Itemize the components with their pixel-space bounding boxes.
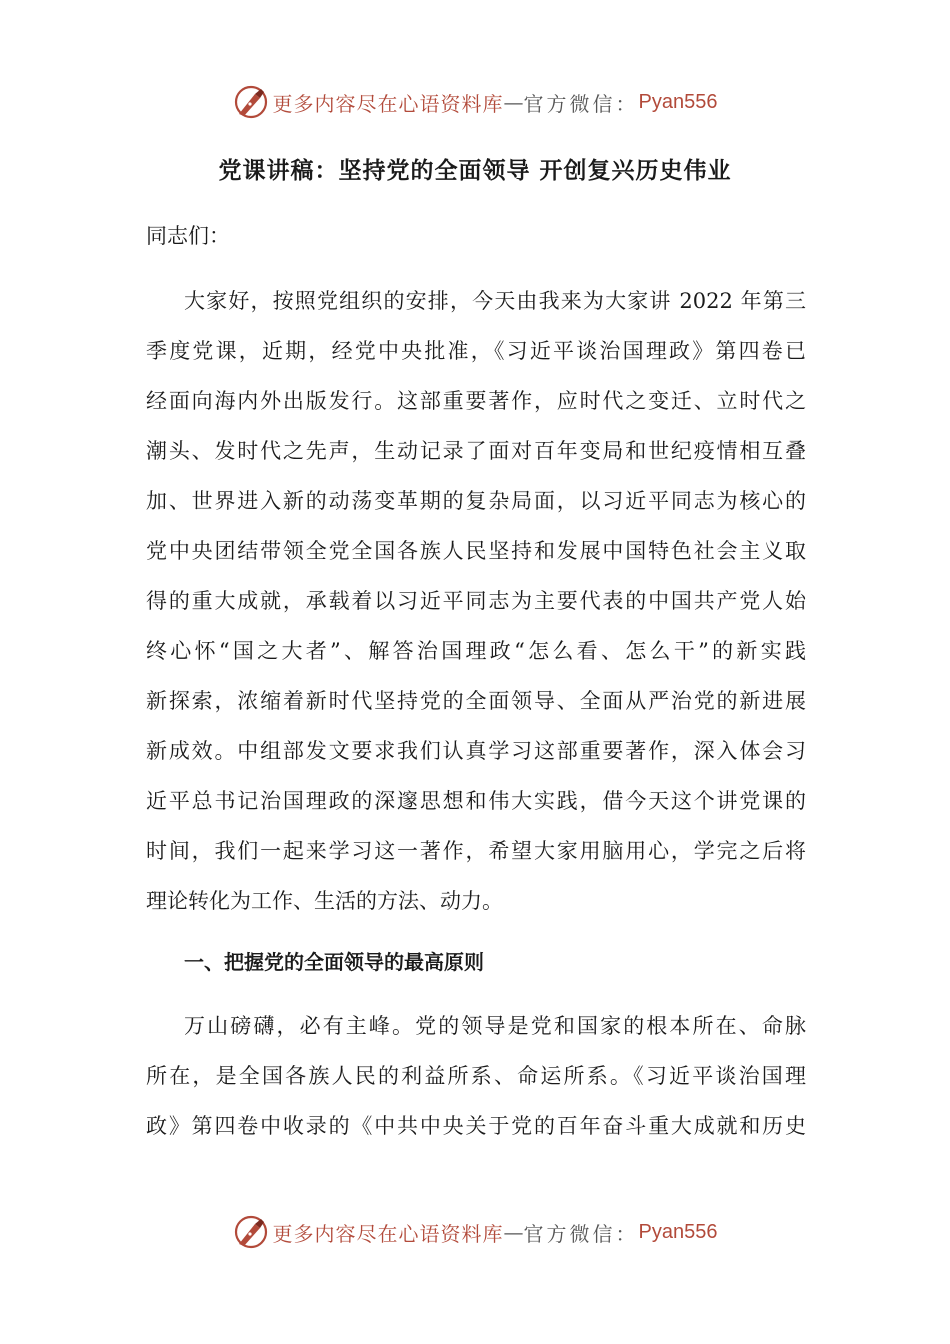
text-line: 政》第四卷中收录的《中共中央关于党的百年奋斗重大成就和历史 (146, 1114, 806, 1138)
banner-separator: — (503, 90, 524, 114)
banner-wechat-label: 官方微信： (523, 91, 639, 116)
page-title: 党课讲稿：坚持党的全面领导 开创复兴历史伟业 (218, 158, 732, 184)
banner-separator: — (503, 1220, 524, 1244)
text-line: 终心怀“国之大者”、解答治国理政“怎么看、怎么干”的新实践 (146, 639, 806, 663)
text-line: 新成效。中组部发文要求我们认真学习这部重要著作，深入体会习 (146, 739, 806, 763)
text-line: 经面向海内外出版发行。这部重要著作，应时代之变迁、立时代之 (146, 389, 806, 413)
text-line: 近平总书记治国理政的深邃思想和伟大实践，借今天这个讲党课的 (146, 789, 806, 813)
section-heading: 一、把握党的全面领导的最高原则 (184, 950, 484, 974)
text-line: 季度党课，近期，经党中央批准，《习近平谈治国理政》第四卷已 (146, 339, 806, 363)
text-line: 党中央团结带领全党全国各族人民坚持和发展中国特色社会主义取 (146, 539, 806, 563)
text-line: 万山磅礴，必有主峰。党的领导是党和国家的根本所在、命脉 (184, 1014, 806, 1038)
text-line: 新探索，浓缩着新时代坚持党的全面领导、全面从严治党的新进展 (146, 689, 806, 713)
banner-wechat-label: 官方微信： (523, 1221, 639, 1246)
pen-nib-icon (233, 84, 269, 120)
banner-wechat-id: Pyan556 (638, 1220, 718, 1243)
text-line: 得的重大成就，承载着以习近平同志为主要代表的中国共产党人始 (146, 589, 806, 613)
text-line: 大家好，按照党组织的安排，今天由我来为大家讲 2022 年第三 (184, 289, 806, 313)
banner-text: 更多内容尽在心语资料库 (272, 91, 504, 116)
salutation: 同志们： (146, 224, 230, 248)
pen-nib-icon (233, 1214, 269, 1250)
header-banner (0, 82, 950, 122)
text-line: 所在，是全国各族人民的利益所系、命运所系。《习近平谈治国理 (146, 1064, 806, 1088)
text-line: 理论转化为工作、生活的方法、动力。 (146, 889, 503, 913)
banner-wechat-id: Pyan556 (638, 90, 718, 113)
text-line: 时间，我们一起来学习这一著作，希望大家用脑用心，学完之后将 (146, 839, 806, 863)
text-line: 加、世界进入新的动荡变革期的复杂局面，以习近平同志为核心的 (146, 489, 806, 513)
banner-text: 更多内容尽在心语资料库 (272, 1221, 504, 1246)
text-line: 潮头、发时代之先声，生动记录了面对百年变局和世纪疫情相互叠 (146, 439, 806, 463)
footer-banner (0, 1212, 950, 1252)
